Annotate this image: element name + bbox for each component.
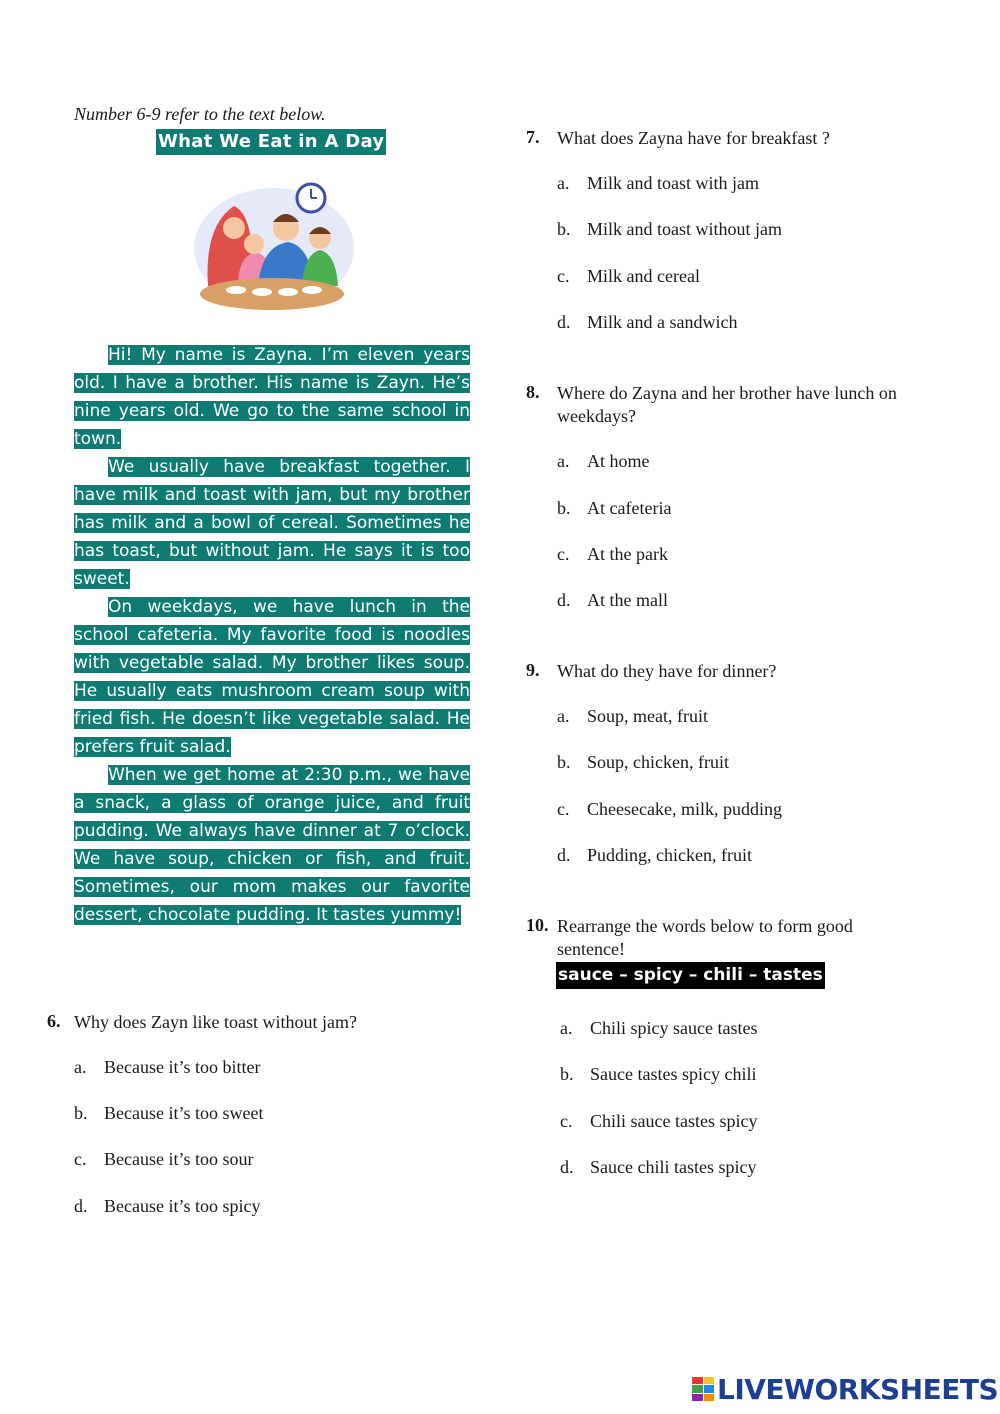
q6-option-a[interactable]: a. Because it’s too bitter bbox=[74, 1057, 261, 1077]
q7-option-c[interactable]: c. Milk and cereal bbox=[557, 266, 700, 286]
jumbled-words: sauce – spicy – chili – tastes bbox=[556, 962, 825, 989]
family-eating-illustration bbox=[186, 176, 358, 316]
q9-option-d[interactable]: d. Pudding, chicken, fruit bbox=[557, 845, 752, 865]
liveworksheets-logo-icon bbox=[692, 1377, 714, 1401]
paragraph-2: We usually have breakfast together. I have milk and toast with jam, but my brother has milk and a bowl of cereal. Sometimes he has toast, but without jam. He says it is too sweet. bbox=[74, 457, 470, 589]
q9-option-b[interactable]: b. Soup, chicken, fruit bbox=[557, 752, 729, 772]
q8-option-d[interactable]: d. At the mall bbox=[557, 590, 668, 610]
brand-wordmark: LIVEWORKSHEETS bbox=[717, 1372, 999, 1406]
question-text: What do they have for dinner? bbox=[557, 661, 777, 681]
question-number: 7. bbox=[526, 127, 540, 147]
question-text-line1: Rearrange the words below to form good bbox=[557, 916, 853, 936]
question-number: 6. bbox=[47, 1011, 61, 1031]
q6-option-b[interactable]: b. Because it’s too sweet bbox=[74, 1103, 264, 1123]
q8-option-c[interactable]: c. At the park bbox=[557, 544, 668, 564]
q9-option-a[interactable]: a. Soup, meat, fruit bbox=[557, 706, 708, 726]
instruction-text: Number 6-9 refer to the text below. bbox=[74, 104, 326, 124]
reading-title: What We Eat in A Day bbox=[156, 129, 386, 155]
q7-option-a[interactable]: a. Milk and toast with jam bbox=[557, 173, 759, 193]
q7-option-d[interactable]: d. Milk and a sandwich bbox=[557, 312, 738, 332]
question-text-line1: Where do Zayna and her brother have lunch on bbox=[557, 383, 897, 403]
q8-option-b[interactable]: b. At cafeteria bbox=[557, 498, 672, 518]
q6-option-c[interactable]: c. Because it’s too sour bbox=[74, 1149, 254, 1169]
q10-option-b[interactable]: b. Sauce tastes spicy chili bbox=[560, 1064, 757, 1084]
q10-option-a[interactable]: a. Chili spicy sauce tastes bbox=[560, 1018, 758, 1038]
question-number: 9. bbox=[526, 660, 540, 680]
reading-passage bbox=[74, 341, 470, 929]
q10-option-c[interactable]: c. Chili sauce tastes spicy bbox=[560, 1111, 758, 1131]
question-text: Why does Zayn like toast without jam? bbox=[74, 1012, 357, 1032]
q7-option-b[interactable]: b. Milk and toast without jam bbox=[557, 219, 782, 239]
question-text-line2: weekdays? bbox=[557, 406, 636, 426]
paragraph-4: When we get home at 2:30 p.m., we have a snack, a glass of orange juice, and fruit pudding. We always have dinner at 7 o’clock. We have soup, chicken or fish, and fruit. Sometimes, our mom makes our favorite dessert, chocolate pudding. It tastes yummy! bbox=[74, 765, 470, 925]
question-text-line2: sentence! bbox=[557, 939, 625, 959]
paragraph-1: Hi! My name is Zayna. I’m eleven years old. I have a brother. His name is Zayn. He’s nine years old. We go to the same school in town. bbox=[74, 345, 470, 449]
question-text: What does Zayna have for breakfast ? bbox=[557, 128, 830, 148]
q9-option-c[interactable]: c. Cheesecake, milk, pudding bbox=[557, 799, 782, 819]
q6-option-d[interactable]: d. Because it’s too spicy bbox=[74, 1196, 261, 1216]
paragraph-3: On weekdays, we have lunch in the school cafeteria. My favorite food is noodles with vegetable salad. My brother likes soup. He usually eats mushroom cream soup with fried fish. He doesn’t like vegetable salad. He prefers fruit salad. bbox=[74, 597, 470, 757]
q10-option-d[interactable]: d. Sauce chili tastes spicy bbox=[560, 1157, 757, 1177]
question-number: 8. bbox=[526, 382, 540, 402]
question-number: 10. bbox=[526, 915, 549, 935]
q8-option-a[interactable]: a. At home bbox=[557, 451, 650, 471]
liveworksheets-brand bbox=[692, 1374, 998, 1404]
